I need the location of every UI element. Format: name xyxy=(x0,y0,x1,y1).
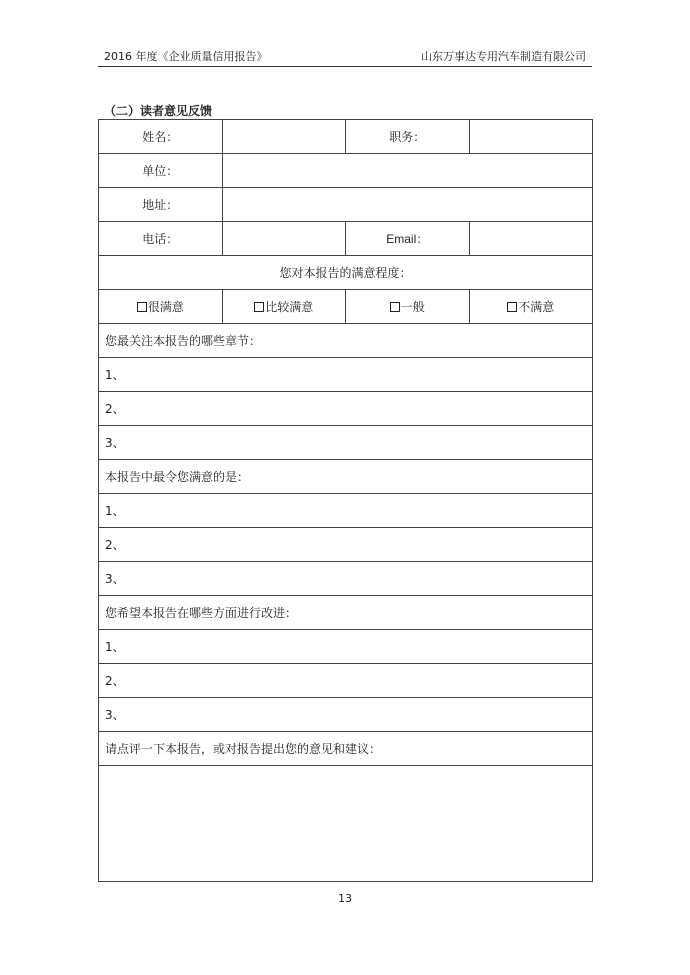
phone-field[interactable] xyxy=(222,222,346,256)
option-very-satisfied[interactable] xyxy=(99,290,223,324)
checkbox-icon[interactable] xyxy=(507,302,517,312)
unit-label: 单位： xyxy=(99,154,223,188)
position-field[interactable] xyxy=(469,120,593,154)
page-number: 13 xyxy=(338,892,352,905)
improve-answer-1[interactable]: 1、 xyxy=(99,630,593,664)
phone-label: 电话： xyxy=(99,222,223,256)
option-neutral[interactable] xyxy=(346,290,470,324)
feedback-form-table xyxy=(98,119,593,882)
satisfied-answer-2[interactable]: 2、 xyxy=(99,528,593,562)
satisfied-question: 本报告中最令您满意的是： xyxy=(99,460,593,494)
header-report-title: 2016 年度《企业质量信用报告》 xyxy=(104,50,268,63)
comment-field[interactable] xyxy=(99,766,593,882)
chapters-question: 您最关注本报告的哪些章节： xyxy=(99,324,593,358)
satisfaction-question: 您对本报告的满意程度： xyxy=(99,256,593,290)
checkbox-icon[interactable] xyxy=(254,302,264,312)
checkbox-icon[interactable] xyxy=(390,302,400,312)
option-label: 比较满意 xyxy=(265,300,314,314)
improve-answer-2[interactable]: 2、 xyxy=(99,664,593,698)
section-title: （二）读者意见反馈 xyxy=(104,104,213,118)
option-unsatisfied[interactable] xyxy=(469,290,593,324)
email-field[interactable] xyxy=(469,222,593,256)
satisfied-answer-1[interactable]: 1、 xyxy=(99,494,593,528)
unit-field[interactable] xyxy=(222,154,593,188)
name-label: 姓名： xyxy=(99,120,223,154)
chapters-answer-2[interactable]: 2、 xyxy=(99,392,593,426)
chapters-answer-1[interactable]: 1、 xyxy=(99,358,593,392)
position-label: 职务： xyxy=(346,120,470,154)
header-company-name: 山东万事达专用汽车制造有限公司 xyxy=(421,50,586,63)
improve-answer-3[interactable]: 3、 xyxy=(99,698,593,732)
header-divider xyxy=(98,66,592,67)
email-label: Email： xyxy=(346,222,470,256)
chapters-answer-3[interactable]: 3、 xyxy=(99,426,593,460)
option-label: 不满意 xyxy=(518,300,555,314)
page-header xyxy=(98,48,592,64)
comment-question: 请点评一下本报告，或对报告提出您的意见和建议： xyxy=(99,732,593,766)
improve-question: 您希望本报告在哪些方面进行改进： xyxy=(99,596,593,630)
option-label: 很满意 xyxy=(147,300,184,314)
satisfied-answer-3[interactable]: 3、 xyxy=(99,562,593,596)
address-label: 地址： xyxy=(99,188,223,222)
option-label: 一般 xyxy=(400,300,425,314)
checkbox-icon[interactable] xyxy=(137,302,147,312)
address-field[interactable] xyxy=(222,188,593,222)
name-field[interactable] xyxy=(222,120,346,154)
option-fairly-satisfied[interactable] xyxy=(222,290,346,324)
